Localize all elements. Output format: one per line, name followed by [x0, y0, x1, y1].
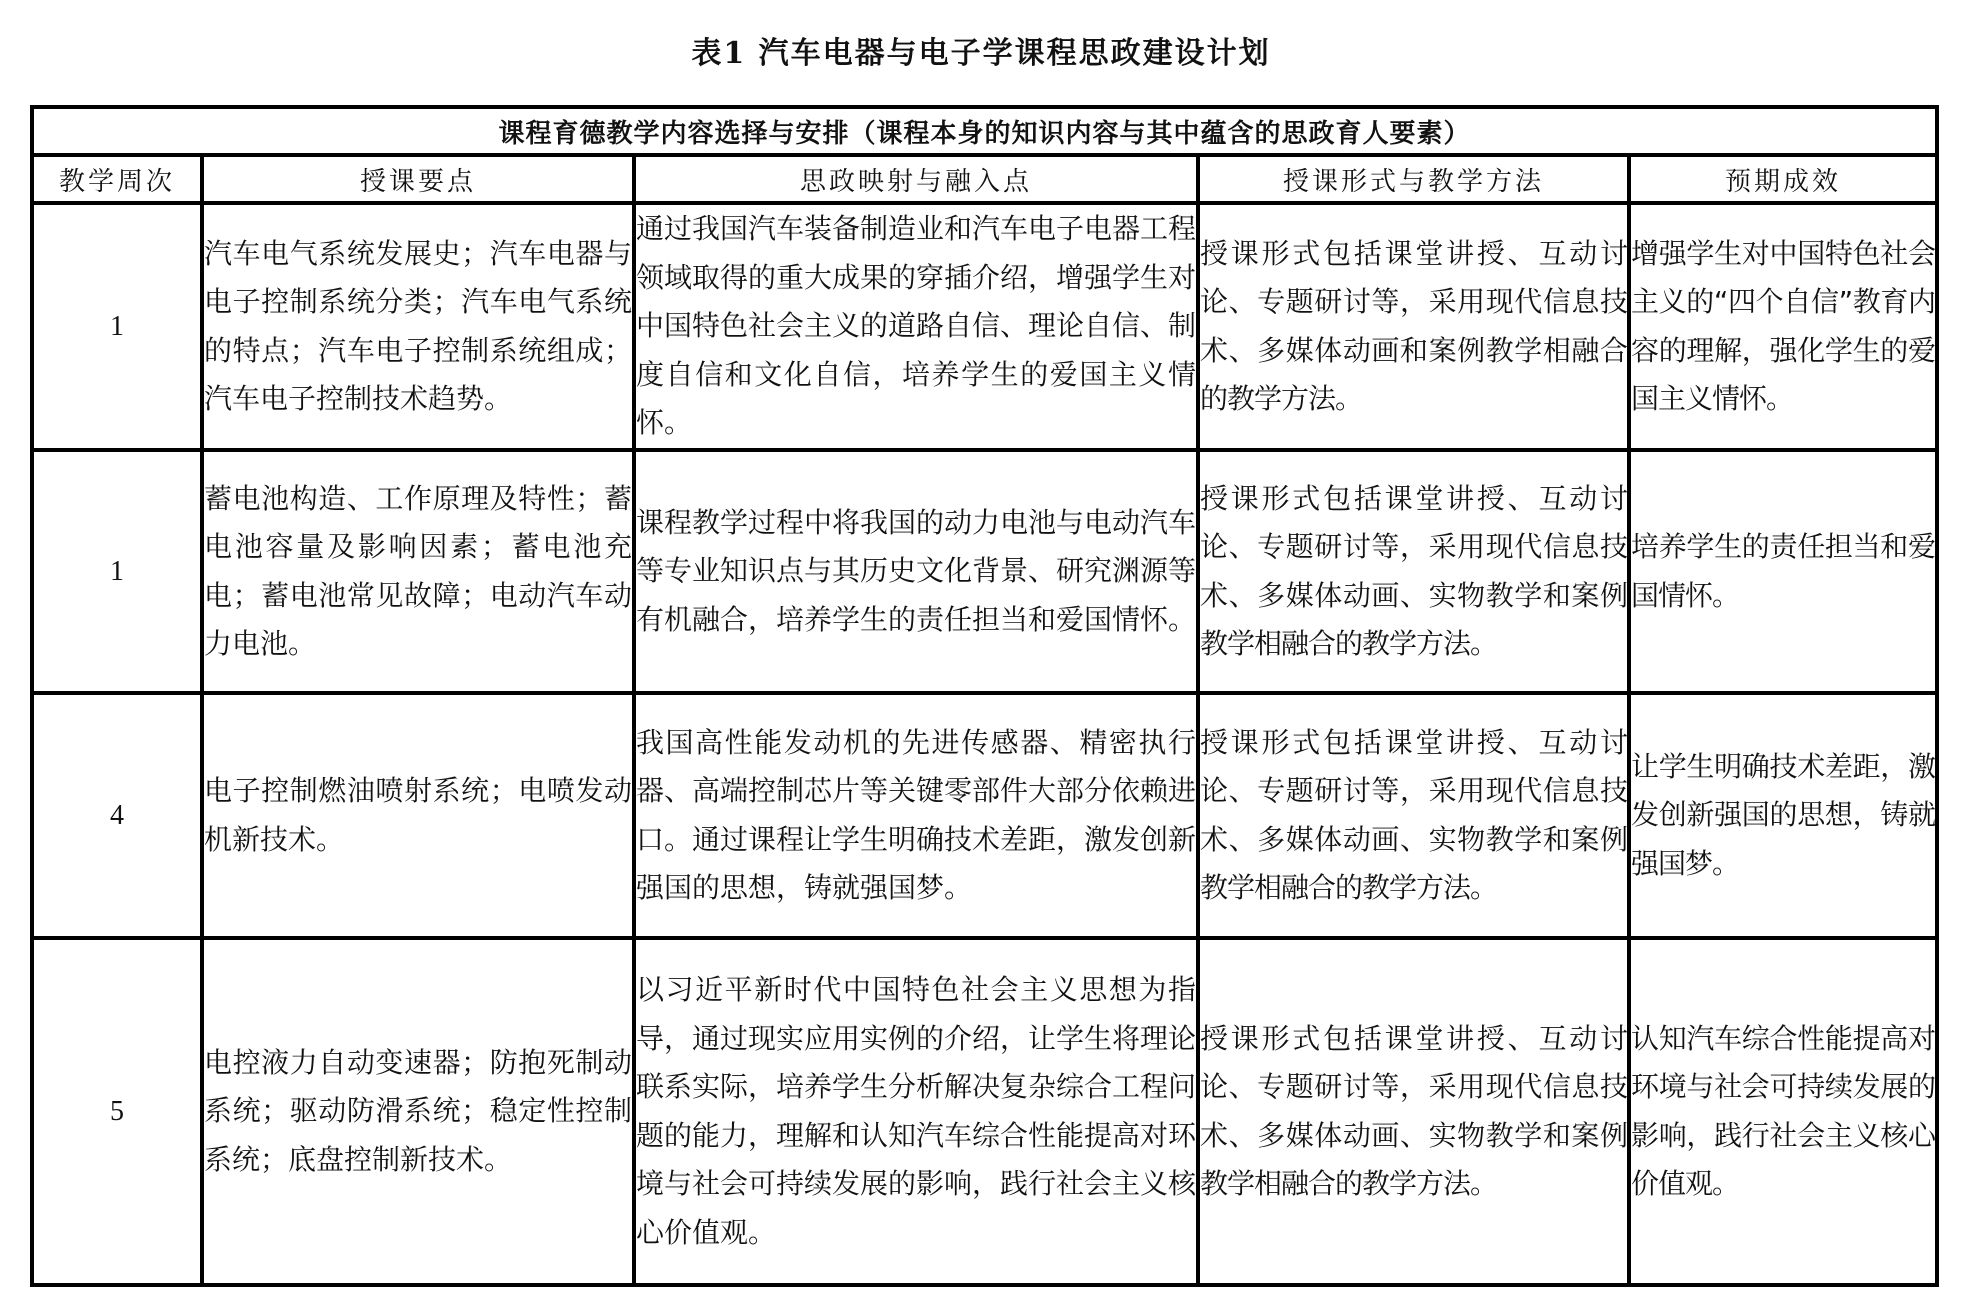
week-cell: 1 — [32, 203, 202, 450]
header-key-points: 授课要点 — [202, 155, 634, 203]
teaching-method-cell: 授课形式包括课堂讲授、互动讨论、专题研讨等，采用现代信息技术、多媒体动画和案例教学相融合的教学方法。 — [1198, 203, 1629, 450]
header-row — [32, 155, 1937, 203]
week-cell: 1 — [32, 450, 202, 693]
teaching-method-cell: 授课形式包括课堂讲授、互动讨论、专题研讨等，采用现代信息技术、多媒体动画、实物教学和案例教学相融合的教学方法。 — [1198, 938, 1629, 1285]
table-caption: 表1 汽车电器与电子学课程思政建设计划 — [691, 36, 1271, 71]
header-week: 教学周次 — [32, 155, 202, 203]
week-cell: 4 — [32, 693, 202, 938]
ideology-mapping-cell: 我国高性能发动机的先进传感器、精密执行器、高端控制芯片等关键零部件大部分依赖进口。通过课程让学生明确技术差距，激发创新强国的思想，铸就强国梦。 — [634, 693, 1198, 938]
table-banner: 课程育德教学内容选择与安排（课程本身的知识内容与其中蕴含的思政育人要素） — [32, 107, 1937, 155]
expected-outcome-cell: 认知汽车综合性能提高对环境与社会可持续发展的影响，践行社会主义核心价值观。 — [1629, 938, 1937, 1285]
ideology-mapping-cell: 课程教学过程中将我国的动力电池与电动汽车等专业知识点与其历史文化背景、研究渊源等有机融合，培养学生的责任担当和爱国情怀。 — [634, 450, 1198, 693]
ideology-mapping-cell: 通过我国汽车装备制造业和汽车电子电器工程领域取得的重大成果的穿插介绍，增强学生对中国特色社会主义的道路自信、理论自信、制度自信和文化自信，培养学生的爱国主义情怀。 — [634, 203, 1198, 450]
expected-outcome-cell: 培养学生的责任担当和爱国情怀。 — [1629, 450, 1937, 693]
table-row — [32, 938, 1937, 1285]
key-points-cell: 电子控制燃油喷射系统；电喷发动机新技术。 — [202, 693, 634, 938]
course-plan-table — [30, 105, 1939, 1287]
key-points-cell: 蓄电池构造、工作原理及特性；蓄电池容量及影响因素；蓄电池充电；蓄电池常见故障；电动汽车动力电池。 — [202, 450, 634, 693]
table-row — [32, 450, 1937, 693]
ideology-mapping-cell: 以习近平新时代中国特色社会主义思想为指导，通过现实应用实例的介绍，让学生将理论联系实际，培养学生分析解决复杂综合工程问题的能力，理解和认知汽车综合性能提高对环境与社会可持续发展的影响，践行社会主义核心价值观。 — [634, 938, 1198, 1285]
expected-outcome-cell: 增强学生对中国特色社会主义的“四个自信”教育内容的理解，强化学生的爱国主义情怀。 — [1629, 203, 1937, 450]
table-row — [32, 693, 1937, 938]
header-teaching-method: 授课形式与教学方法 — [1198, 155, 1629, 203]
teaching-method-cell: 授课形式包括课堂讲授、互动讨论、专题研讨等，采用现代信息技术、多媒体动画、实物教学和案例教学相融合的教学方法。 — [1198, 450, 1629, 693]
key-points-cell: 汽车电气系统发展史；汽车电器与电子控制系统分类；汽车电气系统的特点；汽车电子控制系统组成；汽车电子控制技术趋势。 — [202, 203, 634, 450]
teaching-method-cell: 授课形式包括课堂讲授、互动讨论、专题研讨等，采用现代信息技术、多媒体动画、实物教学和案例教学相融合的教学方法。 — [1198, 693, 1629, 938]
week-cell: 5 — [32, 938, 202, 1285]
key-points-cell: 电控液力自动变速器；防抱死制动系统；驱动防滑系统；稳定性控制系统；底盘控制新技术。 — [202, 938, 634, 1285]
header-expected-outcome: 预期成效 — [1629, 155, 1937, 203]
expected-outcome-cell: 让学生明确技术差距，激发创新强国的思想，铸就强国梦。 — [1629, 693, 1937, 938]
table-row — [32, 203, 1937, 450]
header-ideology-mapping: 思政映射与融入点 — [634, 155, 1198, 203]
